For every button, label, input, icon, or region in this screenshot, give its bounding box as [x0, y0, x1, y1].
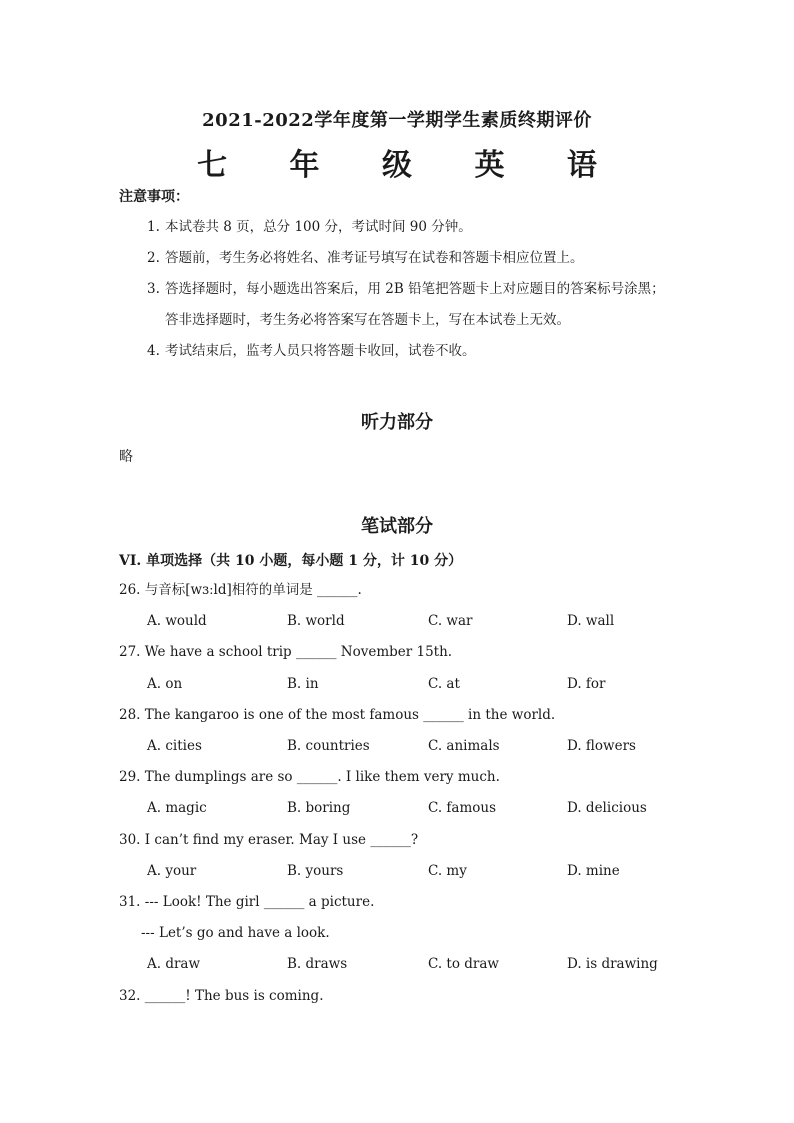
note-item: [147, 248, 584, 268]
note-number: 1.: [147, 219, 160, 235]
option-a: A. on: [147, 676, 183, 692]
option-b: B. in: [287, 676, 319, 692]
option-d: D. flowers: [567, 738, 636, 754]
option-a: A. draw: [147, 956, 201, 972]
question-stem: 26. 与音标[wɜːld]相符的单词是 ______.: [119, 582, 362, 598]
question-dialogue-line: --- Let’s go and have a look.: [141, 925, 330, 941]
option-b: B. boring: [287, 800, 351, 816]
note-item: [147, 341, 476, 361]
option-d: D. wall: [567, 613, 615, 629]
question-stem: 32. ______! The bus is coming.: [119, 988, 324, 1004]
notes-heading: 注意事项：: [119, 189, 189, 205]
note-number: 2.: [147, 250, 160, 266]
note-number: 4.: [147, 343, 160, 359]
exam-subject-title: 七 年 级 英 语: [197, 148, 623, 183]
option-c: C. war: [428, 613, 473, 629]
option-b: B. countries: [287, 738, 370, 754]
listening-section-title: 听力部分: [361, 412, 433, 433]
note-continuation: 答非选择题时，考生务必将答案写在答题卡上，写在本试卷上无效。: [165, 312, 570, 328]
option-b: B. draws: [287, 956, 348, 972]
option-c: C. famous: [428, 800, 497, 816]
note-item: [147, 279, 665, 299]
option-c: C. to draw: [428, 956, 499, 972]
option-d: D. for: [567, 676, 606, 692]
exam-title: 2021-2022学年度第一学期学生素质终期评价: [202, 110, 592, 131]
listening-content: 略: [119, 449, 133, 465]
note-number: 3.: [147, 281, 160, 297]
option-a: A. magic: [147, 800, 207, 816]
question-stem: 28. The kangaroo is one of the most famous ______ in the world.: [119, 707, 556, 723]
option-d: D. mine: [567, 863, 620, 879]
option-d: D. delicious: [567, 800, 647, 816]
option-c: C. my: [428, 863, 467, 879]
option-a: A. your: [147, 863, 197, 879]
note-text: 答选择题时，每小题选出答案后，用 2B 铅笔把答题卡上对应题目的答案标号涂黑；: [165, 281, 665, 297]
note-text: 本试卷共 8 页，总分 100 分，考试时间 90 分钟。: [165, 219, 472, 235]
option-a: A. would: [147, 613, 207, 629]
option-b: B. yours: [287, 863, 344, 879]
option-c: C. at: [428, 676, 460, 692]
question-stem: 31. --- Look! The girl ______ a picture.: [119, 894, 375, 910]
question-stem: 29. The dumplings are so ______. I like them very much.: [119, 769, 500, 785]
option-c: C. animals: [428, 738, 500, 754]
question-stem: 27. We have a school trip ______ November 15th.: [119, 644, 453, 660]
written-section-title: 笔试部分: [361, 516, 433, 537]
part-heading: VI. 单项选择（共 10 小题，每小题 1 分，计 10 分）: [119, 553, 463, 569]
note-text: 答题前，考生务必将姓名、准考证号填写在试卷和答题卡相应位置上。: [165, 250, 584, 266]
note-item: [147, 217, 472, 237]
note-text: 考试结束后，监考人员只将答题卡收回，试卷不收。: [165, 343, 476, 359]
option-b: B. world: [287, 613, 345, 629]
option-d: D. is drawing: [567, 956, 658, 972]
option-a: A. cities: [147, 738, 202, 754]
question-stem: 30. I can’t find my eraser. May I use ______?: [119, 832, 419, 848]
